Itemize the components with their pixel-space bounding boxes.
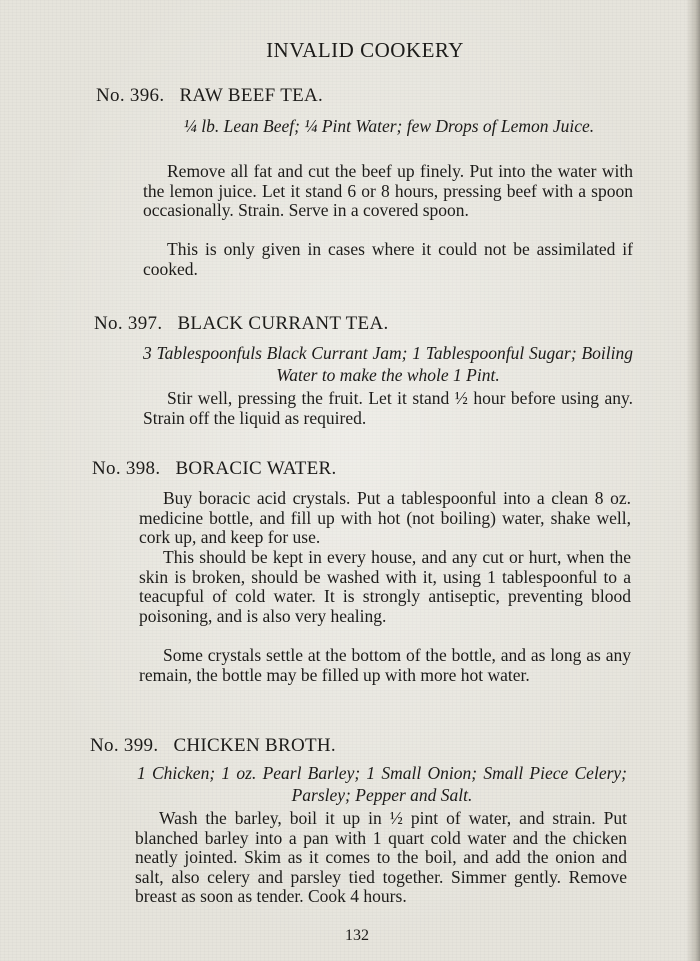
running-header: INVALID COOKERY — [266, 38, 464, 62]
recipe-name: BORACIC WATER. — [175, 458, 337, 479]
recipe-number: No. 399. — [90, 735, 159, 756]
recipe-paragraph: Stir well, pressing the fruit. Let it stand ½ hour before using any. Strain off the liquid as required. — [143, 388, 633, 428]
recipe-number: No. 396. — [96, 85, 165, 106]
recipe-title-396 — [96, 85, 323, 107]
recipe-paragraph: This should be kept in every house, and any cut or hurt, when the skin is broken, should be washed with it, using 1 tablespoonful to a teacupful of cold water. It is strongly antiseptic, preventing blood poisoning, and is also very healing. — [139, 547, 631, 626]
recipe-name: BLACK CURRANT TEA. — [177, 313, 389, 334]
page-spine-edge — [686, 0, 700, 961]
recipe-paragraph: Remove all fat and cut the beef up finely. Put into the water with the lemon juice. Let it stand 6 or 8 hours, pressing beef with a spoon occasionally. Strain. Serve in a covered spoon. — [143, 161, 633, 220]
recipe-paragraph: Buy boracic acid crystals. Put a tablespoonful into a clean 8 oz. medicine bottle, and fill up with hot (not boiling) water, shake well, cork up, and keep for use. — [139, 488, 631, 547]
recipe-title-397 — [94, 313, 389, 335]
recipe-number: No. 397. — [94, 313, 163, 334]
recipe-name: RAW BEEF TEA. — [179, 85, 324, 106]
recipe-title-398 — [92, 458, 337, 480]
page-number: 132 — [345, 927, 369, 944]
recipe-paragraph: Wash the barley, boil it up in ½ pint of water, and strain. Put blanched barley into a pan with 1 quart cold water and the chicken neatly jointed. Skim as it comes to the boil, and add the onion and salt, also celery and parsley tied together. Simmer gently. Remove breast as soon as tender. Cook 4 hours. — [135, 808, 627, 906]
recipe-paragraph: This is only given in cases where it could not be assimilated if cooked. — [143, 239, 633, 279]
recipe-ingredients-399: 1 Chicken; 1 oz. Pearl Barley; 1 Small Onion; Small Piece Celery; Parsley; Pepper and Salt. — [137, 763, 627, 805]
recipe-number: No. 398. — [92, 458, 161, 479]
recipe-ingredients-396: ¼ lb. Lean Beef; ¼ Pint Water; few Drops of Lemon Juice. — [183, 116, 595, 136]
recipe-paragraph: Some crystals settle at the bottom of the bottle, and as long as any remain, the bottle may be filled up with more hot water. — [139, 645, 631, 685]
recipe-ingredients-397: 3 Tablespoonfuls Black Currant Jam; 1 Tablespoonful Sugar; Boiling Water to make the whole 1 Pint. — [143, 343, 633, 385]
recipe-title-399 — [90, 735, 336, 757]
recipe-name: CHICKEN BROTH. — [173, 735, 336, 756]
